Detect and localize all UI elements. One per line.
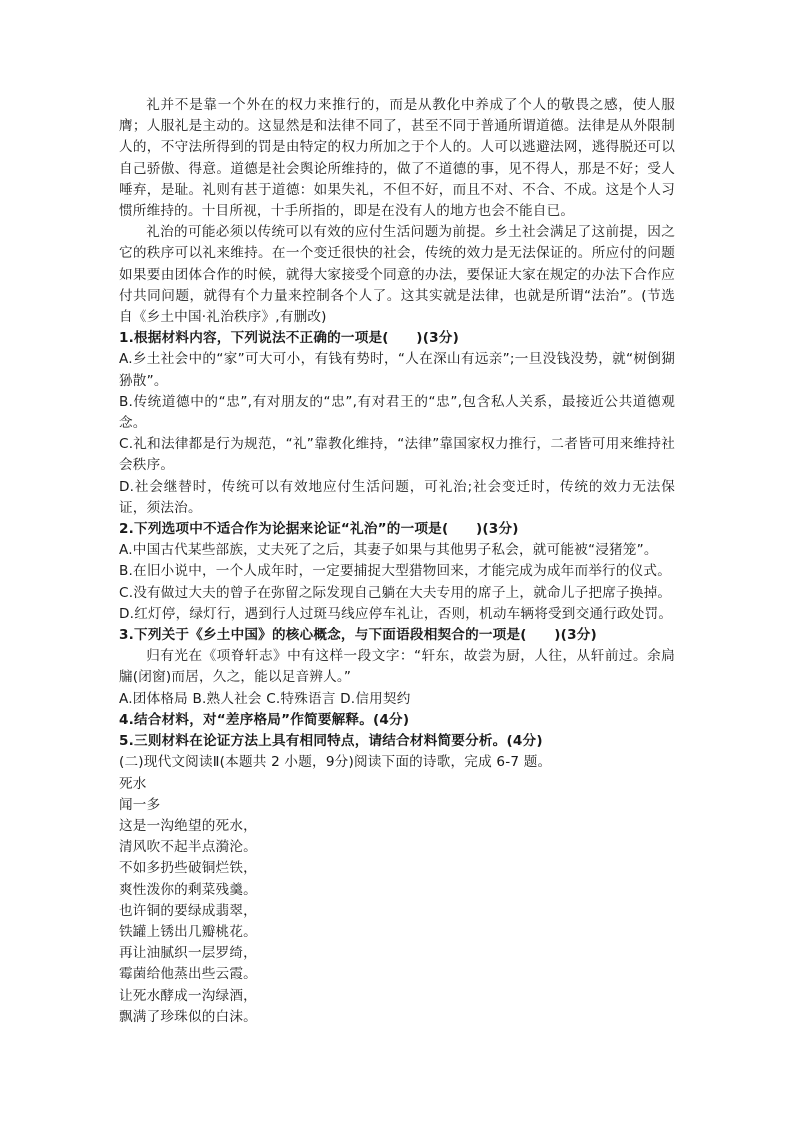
question-2-option-b: B.在旧小说中，一个人成年时，一定要捕捉大型猎物回来，才能完成为成年而举行的仪式。 xyxy=(119,563,671,580)
question-3-options: A.团体格局 B.熟人社会 C.特殊语言 D.信用契约 xyxy=(119,690,411,707)
question-2-stem: 2.下列选项中不适合作为论据来论证“礼治”的一项是( )(3分) xyxy=(119,521,519,538)
question-1-option-a: A.乡土社会中的“家”可大可小，有钱有势时，“人在深山有远亲”;一旦没钱没势，就“树倒猢狲散”。 xyxy=(119,351,675,389)
question-3-quote: 归有光在《项脊轩志》中有这样一段文字：“轩东，故尝为厨，人往，从轩前过。余扃牖(闭窗)而居，久之，能以足音辨人。” xyxy=(119,648,675,686)
passage-paragraph-1: 礼并不是靠一个外在的权力来推行的，而是从教化中养成了个人的敬畏之感，使人服膺；人服礼是主动的。这显然是和法律不同了，甚至不同于普通所谓道德。法律是从外限制人的，不守法所得到的罚是由特定的权力所加之于个人的。人可以逃避法网，逃得脱还可以自己骄傲、得意。道德是社会舆论所维持的，做了不道德的事，见不得人，那是不好；受人唾弃，是耻。礼则有甚于道德：如果失礼，不但不好，而且不对、不合、不成。这是个人习惯所维持的。十目所视，十手所指的，即是在没有人的地方也会不能自已。 xyxy=(119,97,675,220)
poem-line: 铁罐上锈出几瓣桃花。 xyxy=(119,923,257,940)
passage-paragraph-2: 礼治的可能必须以传统可以有效的应付生活问题为前提。乡土社会满足了这前提，因之它的秩序可以礼来维持。在一个变迁很快的社会，传统的效力是无法保证的。所应付的问题如果要由团体合作的时候，就得大家接受个同意的办法，要保证大家在规定的办法下合作应付共同问题，就得有个力量来控制各个人了。这其实就是法律，也就是所谓“法治”。(节选自《乡土中国·礼治秩序》,有删改) xyxy=(119,224,675,326)
question-5: 5.三则材料在论证方法上具有相同特点，请结合材料简要分析。(4分) xyxy=(119,733,543,750)
poem-line: 让死水酵成一沟绿酒， xyxy=(119,987,257,1004)
poem-line: 霉菌给他蒸出些云霞。 xyxy=(119,966,257,983)
question-1-option-b: B.传统道德中的“忠”,有对朋友的“忠”,有对君王的“忠”,包含私人关系，最接近公共道德观念。 xyxy=(119,393,675,432)
poem-line: 飘满了珍珠似的白沫。 xyxy=(119,1008,257,1025)
question-1-option-d: D.社会继替时，传统可以有效地应付生活问题，可礼治;社会变迁时，传统的效力无法保证，须法治。 xyxy=(119,478,675,516)
question-3-stem: 3.下列关于《乡土中国》的核心概念，与下面语段相契合的一项是( )(3分) xyxy=(119,627,597,644)
poem-line: 再让油腻织一层罗绮， xyxy=(119,945,257,962)
question-1-option-c: C.礼和法律都是行为规范，“礼”靠教化维持，“法律”靠国家权力推行，二者皆可用来维持社会秩序。 xyxy=(119,436,675,474)
document-page xyxy=(119,95,675,1028)
poem-line: 不如多扔些破铜烂铁， xyxy=(119,860,257,877)
poem-line: 爽性泼你的剩菜残羹。 xyxy=(119,881,257,898)
question-1-stem: 1.根据材料内容，下列说法不正确的一项是( )(3分) xyxy=(119,330,459,347)
poem-author: 闻一多 xyxy=(119,796,161,813)
question-2-option-a: A.中国古代某些部族，丈夫死了之后，其妻子如果与其他男子私会，就可能被“浸猪笼”。 xyxy=(119,542,658,559)
poem-line: 清风吹不起半点漪沦。 xyxy=(119,839,257,856)
question-2-option-c: C.没有做过大夫的曾子在弥留之际发现自己躺在大夫专用的席子上，就命儿子把席子换掉。 xyxy=(119,584,672,601)
question-4: 4.结合材料，对“差序格局”作简要解释。(4分) xyxy=(119,711,410,728)
question-2-option-d: D.红灯停，绿灯行，遇到行人过斑马线应停车礼让，否则，机动车辆将受到交通行政处罚。 xyxy=(119,605,673,622)
poem-title: 死水 xyxy=(119,775,147,792)
section-2-heading: (二)现代文阅读Ⅱ(本题共 2 小题，9分)阅读下面的诗歌，完成 6-7 题。 xyxy=(119,754,552,771)
poem-line: 这是一沟绝望的死水， xyxy=(119,817,257,834)
poem-line: 也许铜的要绿成翡翠， xyxy=(119,902,257,919)
